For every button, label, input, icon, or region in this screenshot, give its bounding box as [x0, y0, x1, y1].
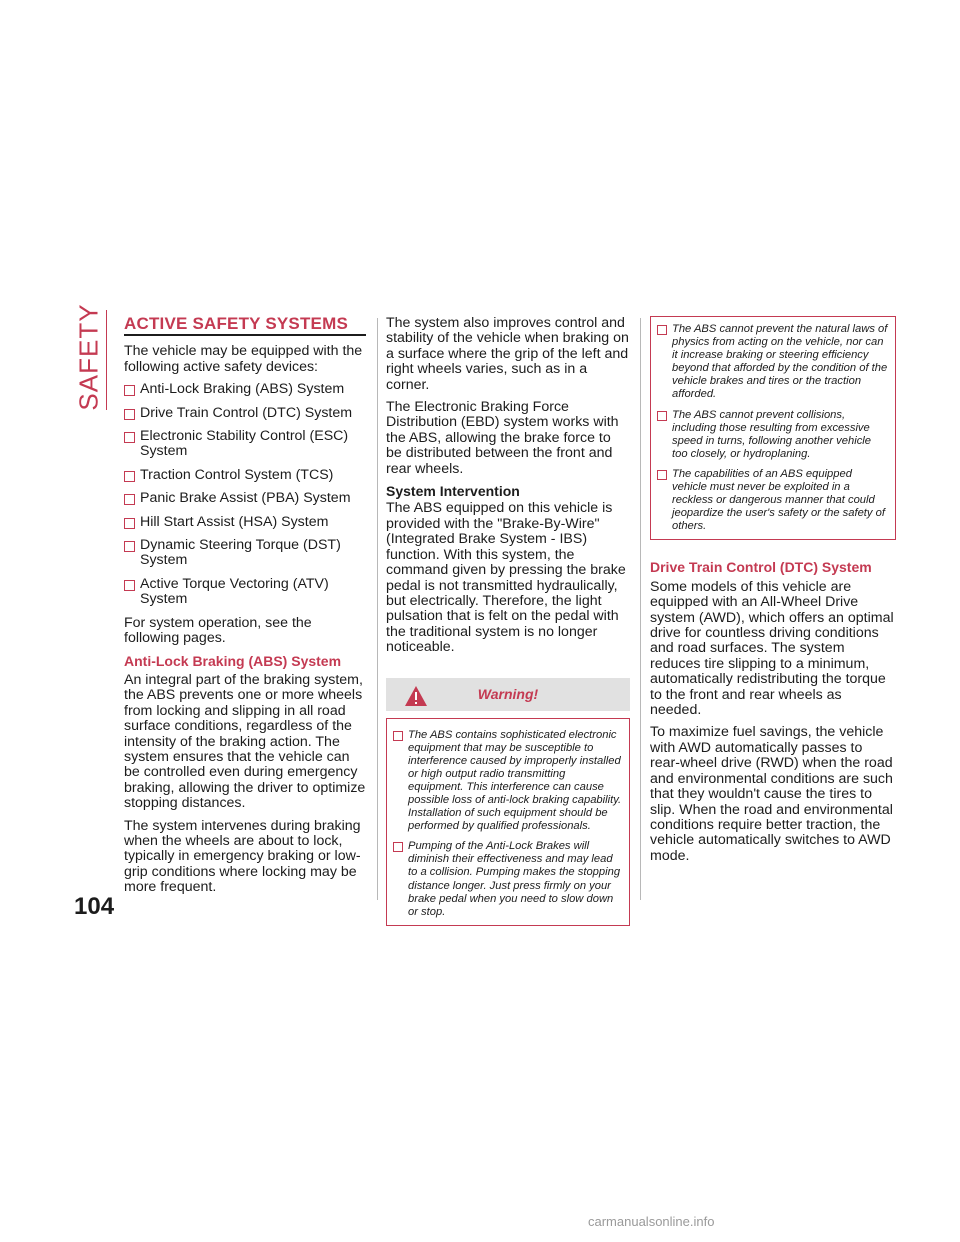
- note-text: The capabilities of an ABS equipped vehicle must never be exploited in a reckless or dangerous manner that could jeopardize the user's safety or the safety of others.: [672, 467, 885, 533]
- list-item: [657, 323, 889, 402]
- ebd-paragraph: The Electronic Braking Force Distribution (EBD) system works with the ABS, allowing the brake force to be distributed between the front and rear wheels.: [386, 399, 619, 477]
- checkbox-bullet-icon: [124, 409, 135, 420]
- checkbox-bullet-icon: [124, 471, 135, 482]
- system-intervention-heading: System Intervention: [386, 483, 520, 500]
- checkbox-bullet-icon: [124, 518, 135, 529]
- list-item: [124, 577, 366, 608]
- checkbox-bullet-icon: [124, 494, 135, 505]
- warning-banner: [386, 678, 630, 711]
- column-divider-2: [640, 318, 641, 900]
- list-item: [124, 491, 366, 506]
- checkbox-bullet-icon: [657, 325, 667, 335]
- column-2: [386, 316, 630, 926]
- device-label: Active Torque Vectoring (ATV) System: [140, 575, 329, 608]
- list-item: [124, 468, 366, 483]
- device-label: Dynamic Steering Torque (DST) System: [140, 537, 341, 569]
- device-label: Drive Train Control (DTC) System: [140, 404, 353, 421]
- abs-paragraph-2: The system intervenes during braking when the wheels are about to lock, typically in emergency braking or low-grip conditions where locking may be more frequent.: [124, 817, 361, 896]
- page-title: ACTIVE SAFETY SYSTEMS: [124, 316, 366, 336]
- device-label: Anti-Lock Braking (ABS) System: [140, 381, 345, 398]
- checkbox-bullet-icon: [393, 731, 403, 741]
- dtc-paragraph-2: To maximize fuel savings, the vehicle with AWD automatically passes to rear-wheel drive (RWD) when the road and environmental conditions are such that they wouldn't cause the tires to slip. When the road and environmental conditions require better traction, the vehicle automatically switches to AWD mode.: [650, 724, 893, 864]
- intro-paragraph: The vehicle may be equipped with the following active safety devices:: [124, 343, 363, 375]
- column-3: [650, 316, 896, 871]
- checkbox-bullet-icon: [124, 580, 135, 591]
- warning-text: The ABS contains sophisticated electronic equipment that may be susceptible to interference caused by improperly installed or high output radio transmitting equipment. This interference can cause possible loss of anti-lock braking capability. Installation of such equipment should be performed by qualified professionals.: [408, 728, 622, 833]
- watermark: carmanualsonline.info: [588, 1214, 715, 1229]
- section-tab-label: SAFETY: [73, 303, 104, 411]
- checkbox-bullet-icon: [124, 541, 135, 552]
- warning-title: Warning!: [477, 685, 539, 702]
- abs-heading: Anti-Lock Braking (ABS) System: [124, 652, 342, 669]
- checkbox-bullet-icon: [124, 432, 135, 443]
- list-item: [657, 468, 889, 533]
- brake-by-wire-paragraph: The ABS equipped on this vehicle is provided with the "Brake-By-Wire" (Integrated Brake System - IBS) function. With this system, the command given by pressing the brake pedal is not transmitted hydraulically, but electrically. Therefore, the light pulsation that is felt on the pedal with the traditional system is no longer noticeable.: [386, 500, 626, 656]
- device-label: Panic Brake Assist (PBA) System: [140, 490, 351, 507]
- list-item: [124, 515, 366, 530]
- list-item: [657, 409, 889, 461]
- device-label: Traction Control System (TCS): [140, 466, 334, 483]
- checkbox-bullet-icon: [657, 470, 667, 480]
- list-item: [393, 840, 623, 919]
- list-item: [124, 406, 366, 421]
- note-text: The ABS cannot prevent the natural laws of physics from acting on the vehicle, nor can it increase braking or steering efficiency beyond that afforded by the condition of the vehicle brakes and tires or the traction afforded.: [672, 323, 888, 401]
- device-label: Electronic Stability Control (ESC) System: [140, 428, 349, 460]
- operation-note: For system operation, see the following pages.: [124, 614, 312, 647]
- abs-notes-box: [650, 316, 896, 540]
- list-item: [124, 382, 366, 397]
- device-label: Hill Start Assist (HSA) System: [140, 513, 329, 530]
- dtc-paragraph-1: Some models of this vehicle are equipped with an All-Wheel Drive system (AWD), which offers an optimal drive for countless driving conditions and road surfaces. The system reduces tire slipping to a minimum, automatically redistributing the torque to the front and rear wheels as needed.: [650, 578, 894, 719]
- section-tab: [73, 303, 104, 411]
- list-item: [393, 729, 623, 834]
- warning-text: Pumping of the Anti-Lock Brakes will diminish their effectiveness and may lead to a collision. Pumping makes the stopping distance longer. Just press firmly on your brake pedal when you need to slow down or stop.: [408, 840, 621, 918]
- dtc-heading: Drive Train Control (DTC) System: [650, 559, 872, 576]
- section-tab-rule: [106, 310, 107, 410]
- checkbox-bullet-icon: [393, 842, 403, 852]
- column-1: [124, 316, 366, 903]
- page-number: 104: [74, 893, 115, 920]
- warning-box: [386, 718, 630, 926]
- column-divider-1: [377, 318, 378, 900]
- checkbox-bullet-icon: [124, 385, 135, 396]
- note-text: The ABS cannot prevent collisions, including those resulting from excessive speed in turns, following another vehicle too closely, or hydroplaning.: [672, 408, 872, 460]
- control-stability-paragraph: The system also improves control and stability of the vehicle when braking on a surface where the grip of the left and right wheels varies, such as in a corner.: [386, 315, 629, 393]
- abs-paragraph-1: An integral part of the braking system, the ABS prevents one or more wheels from locking and slipping in all road surface conditions, regardless of the intensity of the braking action. The system ensures that the vehicle can be controlled even during emergency braking, allowing the driver to optimize stopping distances.: [124, 671, 366, 812]
- checkbox-bullet-icon: [657, 411, 667, 421]
- list-item: [124, 429, 366, 460]
- list-item: [124, 538, 366, 569]
